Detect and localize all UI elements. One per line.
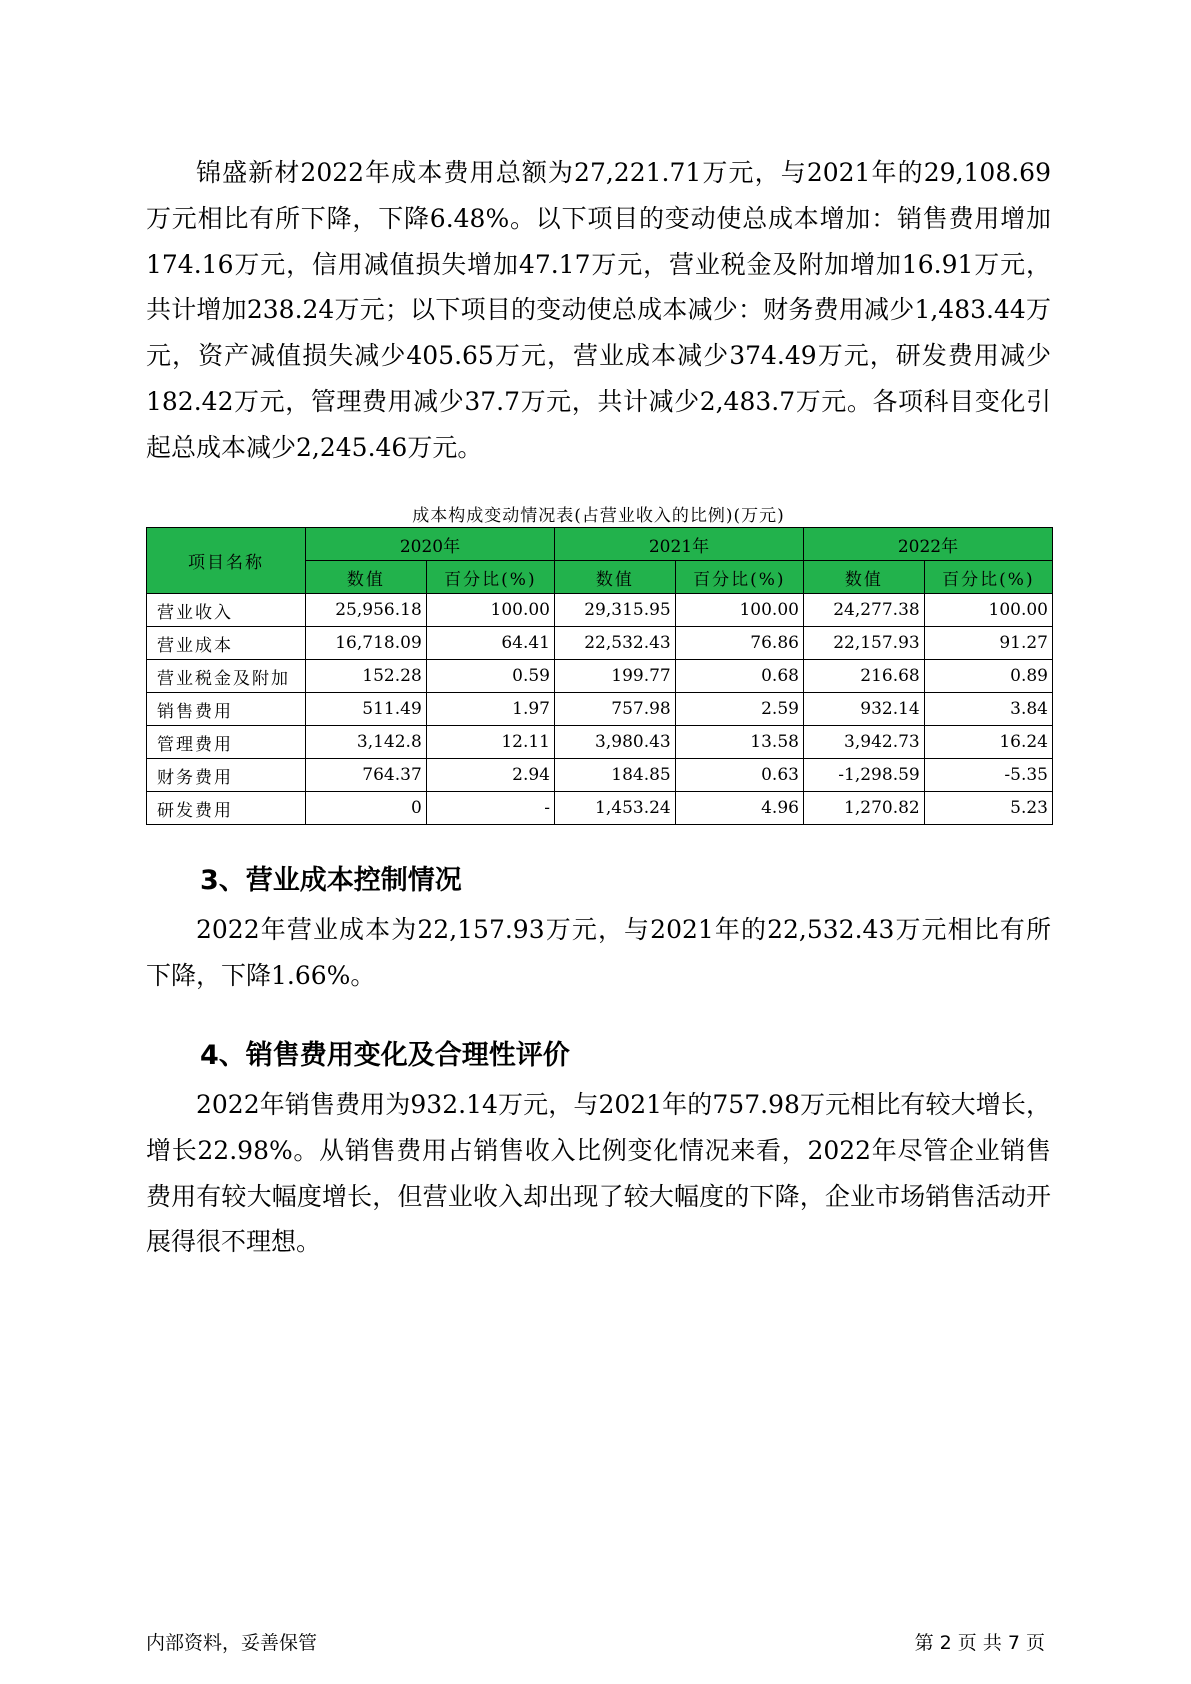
- cell-value: 184.85: [554, 759, 675, 792]
- row-item-name: 财务费用: [147, 759, 306, 792]
- cell-percent: 2.59: [675, 693, 803, 726]
- footer-page-number: 第 2 页 共 7 页: [914, 1632, 1045, 1654]
- row-item-name: 营业成本: [147, 627, 306, 660]
- cost-structure-table: [146, 527, 1053, 825]
- cell-percent: 5.23: [924, 792, 1052, 825]
- cell-percent: 13.58: [675, 726, 803, 759]
- cell-value: 0: [306, 792, 427, 825]
- cell-percent: 16.24: [924, 726, 1052, 759]
- cell-value: 22,157.93: [803, 627, 924, 660]
- cell-value: 216.68: [803, 660, 924, 693]
- cell-percent: 0.89: [924, 660, 1052, 693]
- cell-percent: 100.00: [426, 594, 554, 627]
- cell-value: 757.98: [554, 693, 675, 726]
- paragraph-sales-expense: 2022年销售费用为932.14万元，与2021年的757.98万元相比有较大增长，增长22.98%。从销售费用占销售收入比例变化情况来看，2022年尽管企业销售费用有较大幅度增长，但营业收入却出现了较大幅度的下降，企业市场销售活动开展得很不理想。: [146, 1090, 1051, 1257]
- header-value: 数值: [306, 561, 427, 594]
- cell-value: 1,453.24: [554, 792, 675, 825]
- table-row: [147, 594, 1053, 627]
- cell-percent: -5.35: [924, 759, 1052, 792]
- header-year-2021: 2021年: [554, 528, 803, 561]
- cell-value: 3,142.8: [306, 726, 427, 759]
- table-caption: 成本构成变动情况表(占营业收入的比例)(万元): [412, 506, 785, 526]
- section-heading-operating-cost: 3、营业成本控制情况: [200, 865, 462, 896]
- cell-percent: 0.68: [675, 660, 803, 693]
- cell-value: 24,277.38: [803, 594, 924, 627]
- header-percent: 百分比(%): [426, 561, 554, 594]
- cell-value: 25,956.18: [306, 594, 427, 627]
- row-item-name: 研发费用: [147, 792, 306, 825]
- row-item-name: 营业税金及附加: [147, 660, 306, 693]
- cell-percent: 12.11: [426, 726, 554, 759]
- cell-percent: 0.59: [426, 660, 554, 693]
- cell-percent: 0.63: [675, 759, 803, 792]
- header-value: 数值: [803, 561, 924, 594]
- header-year-2022: 2022年: [803, 528, 1052, 561]
- cell-percent: 2.94: [426, 759, 554, 792]
- table-row: [147, 726, 1053, 759]
- row-item-name: 营业收入: [147, 594, 306, 627]
- footer-confidential-note: 内部资料，妥善保管: [146, 1632, 318, 1654]
- cell-percent: 100.00: [675, 594, 803, 627]
- table-row: [147, 660, 1053, 693]
- cell-percent: 91.27: [924, 627, 1052, 660]
- cell-value: 1,270.82: [803, 792, 924, 825]
- cell-value: 511.49: [306, 693, 427, 726]
- cell-value: -1,298.59: [803, 759, 924, 792]
- table-header-row-years: [147, 528, 1053, 561]
- header-item-name: 项目名称: [147, 528, 306, 594]
- header-year-2020: 2020年: [306, 528, 555, 561]
- cell-value: 3,980.43: [554, 726, 675, 759]
- cell-percent: -: [426, 792, 554, 825]
- cell-percent: 1.97: [426, 693, 554, 726]
- paragraph-cost-summary: 锦盛新材2022年成本费用总额为27,221.71万元，与2021年的29,108.69万元相比有所下降，下降6.48%。以下项目的变动使总成本增加：销售费用增加174.16万元，信用减值损失增加47.17万元，营业税金及附加增加16.91万元，共计增加238.24万元；以下项目的变动使总成本减少：财务费用减少1,483.44万元，资产减值损失减少405.65万元，营业成本减少374.49万元，研发费用减少182.42万元，管理费用减少37.7万元，共计减少2,483.7万元。各项科目变化引起总成本减少2,245.46万元。: [146, 158, 1051, 462]
- cell-percent: 100.00: [924, 594, 1052, 627]
- paragraph-operating-cost: 2022年营业成本为22,157.93万元，与2021年的22,532.43万元相比有所下降，下降1.66%。: [146, 915, 1051, 990]
- header-percent: 百分比(%): [924, 561, 1052, 594]
- row-item-name: 管理费用: [147, 726, 306, 759]
- cell-percent: 3.84: [924, 693, 1052, 726]
- table-row: [147, 627, 1053, 660]
- header-value: 数值: [554, 561, 675, 594]
- row-item-name: 销售费用: [147, 693, 306, 726]
- table-row: [147, 759, 1053, 792]
- cell-value: 16,718.09: [306, 627, 427, 660]
- cell-value: 152.28: [306, 660, 427, 693]
- cell-percent: 64.41: [426, 627, 554, 660]
- header-percent: 百分比(%): [675, 561, 803, 594]
- table-row: [147, 792, 1053, 825]
- table-row: [147, 693, 1053, 726]
- cell-value: 3,942.73: [803, 726, 924, 759]
- cell-value: 29,315.95: [554, 594, 675, 627]
- cell-percent: 4.96: [675, 792, 803, 825]
- section-heading-sales-expense: 4、销售费用变化及合理性评价: [200, 1040, 570, 1071]
- cell-value: 199.77: [554, 660, 675, 693]
- cell-value: 22,532.43: [554, 627, 675, 660]
- cell-value: 932.14: [803, 693, 924, 726]
- cell-percent: 76.86: [675, 627, 803, 660]
- cell-value: 764.37: [306, 759, 427, 792]
